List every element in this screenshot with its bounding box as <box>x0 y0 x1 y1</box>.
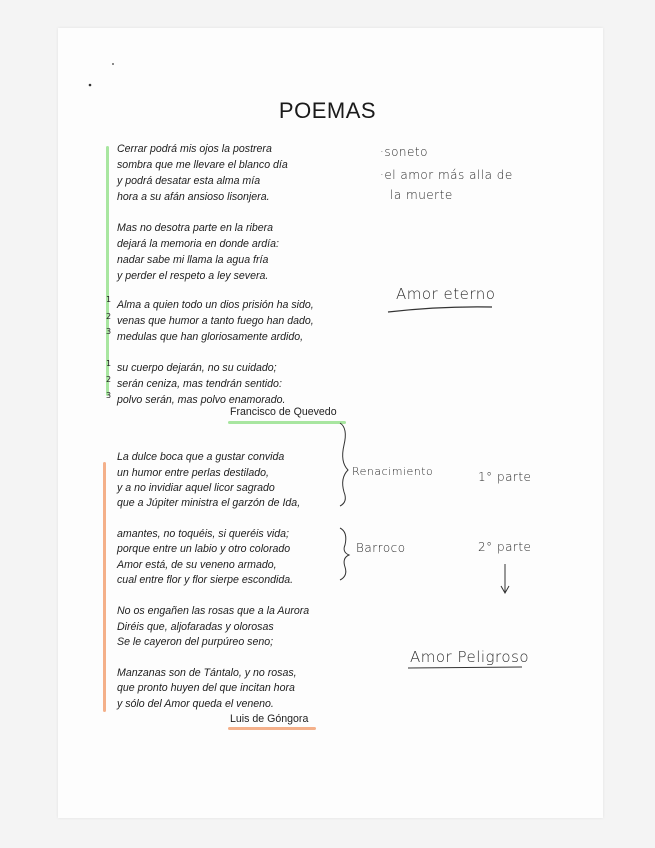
poem-line: que pronto huyen del que incitan hora <box>117 682 295 694</box>
poem-line: hora a su afán ansioso lisonjera. <box>117 191 270 203</box>
poem-line: venas que humor a tanto fuego han dado, <box>117 315 314 327</box>
poem-line: que a Júpiter ministra el garzón de Ida, <box>117 497 301 509</box>
poem-line: cual entre flor y flor sierpe escondida. <box>117 574 294 586</box>
poem-line: medulas que han gloriosamente ardido, <box>117 331 304 343</box>
poem-line: amantes, no toquéis, si queréis vida; <box>117 528 289 540</box>
amor-peligroso-underline <box>408 667 522 668</box>
line-number: 1 <box>106 359 112 368</box>
note-barroco: Barroco <box>356 541 406 555</box>
poem-line: porque entre un labio y otro colorado <box>117 543 291 555</box>
note-soneto: ·soneto <box>380 145 428 159</box>
poem-line: su cuerpo dejarán, no su cuidado; <box>117 362 277 374</box>
scan-speck <box>89 84 92 87</box>
poem-line: Cerrar podrá mis ojos la postrera <box>117 143 272 155</box>
poem-line: Alma a quien todo un dios prisión ha sido, <box>117 299 314 311</box>
amor-eterno-underline <box>388 307 492 312</box>
note-la-muerte: la muerte <box>390 188 453 202</box>
line-number: 3 <box>106 391 112 400</box>
poem-line: y perder el respeto a ley severa. <box>117 270 269 282</box>
note-amor-mas-alla: ·el amor más alla de <box>380 168 513 182</box>
note-2-parte: 2° parte <box>478 540 532 554</box>
note-renacimiento: Renacimiento <box>352 465 434 478</box>
scan-speck <box>112 63 114 65</box>
poem-author: Luis de Góngora <box>230 713 309 725</box>
poem-line: Se le cayeron del purpúreo seno; <box>117 636 274 648</box>
page-title: POEMAS <box>278 98 377 123</box>
poem-line: Amor está, de su veneno armado, <box>117 559 277 571</box>
poem-line: Mas no desotra parte en la ribera <box>117 222 274 234</box>
poem-line: y a no invidiar aquel licor sagrado <box>117 482 275 494</box>
poem-line: No os engañen las rosas que a la Aurora <box>117 605 310 617</box>
poem-line: polvo serán, mas polvo enamorado. <box>117 394 286 406</box>
line-number: 1 <box>106 295 112 304</box>
poem-line: dejará la memoria en donde ardía: <box>117 238 279 250</box>
poem-line: Diréis que, aljofaradas y olorosas <box>117 621 274 633</box>
poem-line: y podrá desatar esta alma mía <box>117 175 261 187</box>
poem-line: nadar sabe mi llama la agua fría <box>117 254 269 266</box>
line-number: 3 <box>106 327 112 336</box>
down-arrow-icon <box>501 564 509 593</box>
brace-barroco <box>340 528 349 580</box>
brace-renacimiento <box>340 423 348 506</box>
line-number: 2 <box>106 312 112 321</box>
poem-line: y sólo del Amor queda el veneno. <box>117 698 274 710</box>
poem-line: serán ceniza, mas tendrán sentido: <box>117 378 282 390</box>
note-amor-eterno: Amor eterno <box>396 285 496 303</box>
note-amor-peligroso: Amor Peligroso <box>410 648 530 666</box>
poem-line: Manzanas son de Tántalo, y no rosas, <box>117 667 297 679</box>
poem-line: sombra que me llevare el blanco día <box>117 159 288 171</box>
poem-line: un humor entre perlas destilado, <box>117 467 269 479</box>
note-1-parte: 1° parte <box>478 470 532 484</box>
poem-author: Francisco de Quevedo <box>230 406 337 418</box>
line-number: 2 <box>106 375 112 384</box>
poem-line: La dulce boca que a gustar convida <box>117 451 285 463</box>
